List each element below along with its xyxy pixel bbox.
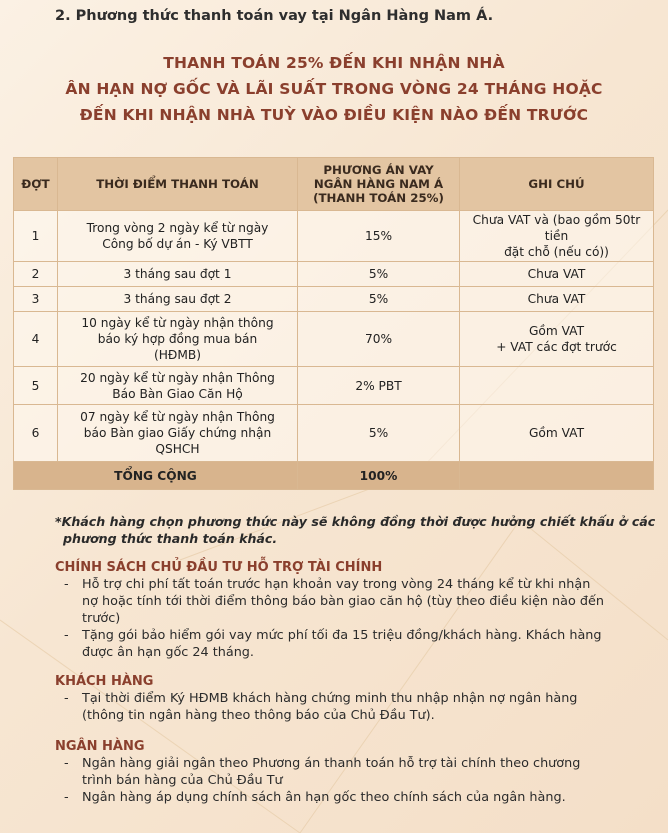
table-row <box>14 211 654 262</box>
bullet-line: - Ngân hàng giải ngân theo Phương án thanh toán hỗ trợ tài chính theo chương <box>82 756 581 771</box>
headline <box>0 50 668 128</box>
bullet-item <box>62 690 652 724</box>
table-total-row <box>14 462 654 490</box>
cell-note-line: Gồm VAT <box>528 426 585 440</box>
cell-dot: 3 <box>14 287 58 312</box>
cell-note-line: + VAT các đợt trước <box>496 340 617 354</box>
cell-time-line: Báo Bàn Giao Căn Hộ <box>112 386 243 401</box>
bullet-item <box>62 755 652 789</box>
table-row <box>14 405 654 462</box>
headline-line-2: ÂN HẠN NỢ GỐC VÀ LÃI SUẤT TRONG VÒNG 24 THÁNG HOẶC <box>65 80 603 98</box>
cell-time-line: Công bố dự án - Ký VBTT <box>102 237 253 251</box>
bullet-line: trước) <box>82 611 121 626</box>
cell-time-line: 20 ngày kể từ ngày nhận Thông <box>80 370 275 385</box>
cell-note <box>460 405 654 462</box>
cell-pct: 70% <box>298 312 460 367</box>
bullet-line: - Ngân hàng áp dụng chính sách ân hạn gốc theo chính sách của ngân hàng. <box>82 790 566 805</box>
cell-pct: 5% <box>298 262 460 287</box>
cell-time-line: 07 ngày kể từ ngày nhận Thông <box>80 410 275 424</box>
cell-dot: 1 <box>14 211 58 262</box>
cell-note-line: Chưa VAT <box>527 267 586 281</box>
bullet-line: nợ hoặc tính tới thời điểm thông báo bàn giao căn hộ (tùy theo điều kiện nào đến <box>82 594 604 609</box>
payment-table <box>13 157 654 490</box>
cell-time <box>58 262 298 287</box>
header-phuong-an-line: PHƯƠNG ÁN VAY <box>323 163 434 177</box>
header-dot: ĐỢT <box>14 158 58 211</box>
bullet-line: được ân hạn gốc 24 tháng. <box>82 645 254 660</box>
total-label: TỔNG CỘNG <box>14 462 298 490</box>
headline-line-3: ĐẾN KHI NHẬN NHÀ TUỲ VÀO ĐIỀU KIỆN NÀO ĐẾN TRƯỚC <box>79 106 589 124</box>
table-header-row <box>14 158 654 211</box>
cell-note <box>460 211 654 262</box>
cell-note-line: Chưa VAT <box>527 292 586 306</box>
cell-time <box>58 312 298 367</box>
cell-time <box>58 211 298 262</box>
header-ghi-chu: GHI CHÚ <box>460 158 654 211</box>
cell-note-line: Chưa VAT và (bao gồm 50tr tiền <box>472 213 641 243</box>
table-row <box>14 287 654 312</box>
cell-pct: 5% <box>298 405 460 462</box>
cell-note <box>460 312 654 367</box>
cell-note <box>460 367 654 405</box>
cell-time-line: 10 ngày kể từ ngày nhận thông <box>81 316 274 330</box>
cell-pct: 2% PBT <box>298 367 460 405</box>
cell-dot: 4 <box>14 312 58 367</box>
bullet-line: (thông tin ngân hàng theo thông báo của Chủ Đầu Tư). <box>82 708 435 723</box>
cell-dot: 2 <box>14 262 58 287</box>
cell-time-line: báo Bàn giao Giấy chứng nhận <box>83 426 272 440</box>
cell-time-line: (HĐMB) <box>154 348 201 362</box>
cell-time <box>58 367 298 405</box>
cell-dot: 5 <box>14 367 58 405</box>
heading-chinh-sach: CHÍNH SÁCH CHỦ ĐẦU TƯ HỖ TRỢ TÀI CHÍNH <box>55 560 383 575</box>
header-phuong-an <box>298 158 460 211</box>
bullet-line: - Tặng gói bảo hiểm gói vay mức phí tối đa 15 triệu đồng/khách hàng. Khách hàng <box>82 628 602 643</box>
bullet-line: trình bán hàng của Chủ Đầu Tư <box>82 773 283 788</box>
bullet-item <box>62 789 652 806</box>
note-line: phương thức thanh toán khác. <box>63 531 278 546</box>
cell-time-line: báo ký hợp đồng mua bán <box>97 332 258 346</box>
bullets-ngan-hang <box>62 755 652 806</box>
cell-note-line: Gồm VAT <box>528 324 585 338</box>
cell-time-line: Trong vòng 2 ngày kể từ ngày <box>86 221 269 235</box>
bullet-line: - Tại thời điểm Ký HĐMB khách hàng chứng minh thu nhập nhận nợ ngân hàng <box>82 691 578 706</box>
discount-note <box>55 513 656 547</box>
cell-note-line: đặt chỗ (nếu có)) <box>504 245 609 259</box>
table-row <box>14 262 654 287</box>
header-thoi-diem: THỜI ĐIỂM THANH TOÁN <box>58 158 298 211</box>
cell-time <box>58 405 298 462</box>
cell-note <box>460 262 654 287</box>
total-empty <box>460 462 654 490</box>
bullet-line: - Hỗ trợ chi phí tất toán trước hạn khoản vay trong vòng 24 tháng kể từ khi nhận <box>82 577 591 592</box>
cell-pct: 5% <box>298 287 460 312</box>
table-row <box>14 367 654 405</box>
cell-dot: 6 <box>14 405 58 462</box>
heading-ngan-hang: NGÂN HÀNG <box>55 739 145 754</box>
cell-note <box>460 287 654 312</box>
section-title: 2. Phương thức thanh toán vay tại Ngân Hàng Nam Á. <box>55 8 494 24</box>
bullets-khach-hang <box>62 690 652 724</box>
bullet-item <box>62 576 652 627</box>
bullet-item <box>62 627 652 661</box>
cell-time <box>58 287 298 312</box>
note-line: *Khách hàng chọn phương thức này sẽ không đồng thời được hưởng chiết khấu ở các <box>55 514 656 529</box>
total-value: 100% <box>298 462 460 490</box>
cell-time-line: QSHCH <box>155 442 200 456</box>
cell-pct: 15% <box>298 211 460 262</box>
cell-time-line: 3 tháng sau đợt 1 <box>123 267 232 281</box>
headline-line-1: THANH TOÁN 25% ĐẾN KHI NHẬN NHÀ <box>163 54 505 72</box>
bullets-chinh-sach <box>62 576 652 661</box>
table-row <box>14 312 654 367</box>
header-phuong-an-line: NGÂN HÀNG NAM Á <box>313 177 444 191</box>
header-phuong-an-line: (THANH TOÁN 25%) <box>313 191 444 205</box>
heading-khach-hang: KHÁCH HÀNG <box>55 674 154 689</box>
cell-time-line: 3 tháng sau đợt 2 <box>123 292 232 306</box>
